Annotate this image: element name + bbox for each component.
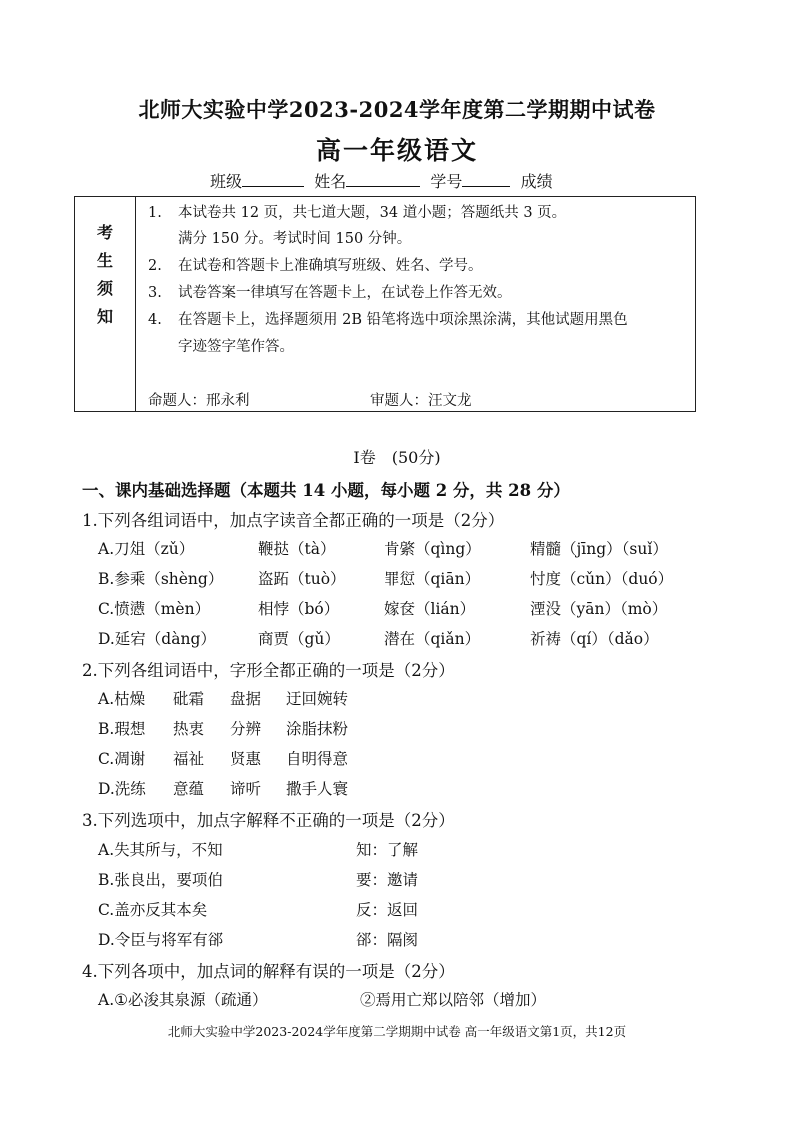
q1-option: 盗跖（tuò） [258, 570, 346, 588]
question-1-stem: 1.下列各组词语中，加点字读音全都正确的一项是（2分） [82, 511, 505, 530]
q1-option: 肯綮（qìng） [384, 540, 481, 558]
q2-option: 分辨 [230, 720, 262, 738]
q1-option: 忖度（cǔn）（duó） [530, 570, 674, 588]
class-field[interactable] [242, 172, 304, 187]
q2-option: 谛听 [230, 780, 262, 798]
q1-option: 潜在（qiǎn） [384, 630, 481, 648]
notice-item: 字迹签字笔作答。 [178, 339, 294, 355]
q2-option: 涂脂抹粉 [286, 720, 349, 738]
q1-option: 精髓（jīng）（suǐ） [530, 540, 668, 558]
q3-option: A.失其所与，不知 [98, 841, 223, 859]
subject-title: 高一年级语文 [315, 136, 478, 165]
q3-explanation: 要：邀请 [356, 871, 419, 889]
school-exam-title: 北师大实验中学2023-2024学年度第二学期期中试卷 [138, 97, 656, 122]
q1-option: 罪愆（qiān） [384, 570, 481, 588]
q1-option: B.参乘（shèng） [98, 570, 224, 588]
notice-item: 2. 在试卷和答题卡上准确填写班级、姓名、学号。 [148, 258, 483, 274]
class-label: 班级 [210, 172, 243, 191]
q2-option: D.洗练 [98, 780, 146, 798]
q1-option: A.刀俎（zǔ） [98, 540, 195, 558]
q3-explanation: 知：了解 [356, 841, 419, 859]
q3-option: D.令臣与将军有郤 [98, 931, 224, 949]
q1-option: 鞭挞（tà） [258, 540, 336, 558]
question-2-stem: 2.下列各组词语中，字形全都正确的一项是（2分） [82, 661, 455, 680]
q2-option: 盘据 [230, 690, 262, 708]
q4-option: A.①必浚其泉源（疏通） [98, 991, 268, 1009]
student-info-line [210, 169, 553, 192]
notice-char: 知 [96, 307, 113, 326]
q1-option: 湮没（yān）（mò） [530, 600, 668, 618]
notice-item: 4. 在答题卡上，选择题须用 2B 铅笔将选中项涂黑涂满，其他试题用黑色 [148, 312, 628, 328]
notice-side-label [74, 196, 136, 412]
q1-option: C.愤懑（mèn） [98, 600, 211, 618]
section-title: Ⅰ卷 (50分) [353, 448, 441, 467]
q2-option: 福祉 [173, 750, 205, 768]
q1-option: 嫁奁（lián） [384, 600, 476, 618]
q2-option: 撒手人寰 [286, 780, 349, 798]
q3-explanation: 郤：隔阂 [356, 931, 419, 949]
q2-option: 自明得意 [286, 750, 349, 768]
q2-option: 热衷 [173, 720, 205, 738]
section-heading: 一、课内基础选择题（本题共 14 小题，每小题 2 分，共 28 分） [82, 481, 570, 500]
q3-explanation: 反：返回 [356, 901, 419, 919]
q3-option: C.盖亦反其本矣 [98, 901, 208, 919]
author-label: 命题人：邢永利 [148, 393, 250, 409]
id-label: 学号 [430, 172, 463, 191]
notice-item: 满分 150 分。考试时间 150 分钟。 [178, 231, 412, 247]
notice-item: 1. 本试卷共 12 页，共七道大题，34 道小题；答题纸共 3 页。 [148, 205, 567, 221]
q2-option: C.凋谢 [98, 750, 146, 768]
page-footer: 北师大实验中学2023-2024学年度第二学期期中试卷 高一年级语文第1页，共12页 [167, 1024, 627, 1039]
q2-option: 砒霜 [173, 690, 205, 708]
q1-option: D.延宕（dàng） [98, 630, 216, 648]
q1-option: 祈祷（qí）（dǎo） [530, 630, 659, 648]
q2-option: B.瑕想 [98, 720, 146, 738]
q2-option: 贤惠 [230, 750, 262, 768]
question-3-stem: 3.下列选项中，加点字解释不正确的一项是（2分） [82, 811, 455, 830]
id-field[interactable] [462, 172, 510, 187]
q4-option: ②焉用亡郑以陪邻（增加） [360, 991, 547, 1009]
question-4-stem: 4.下列各项中，加点词的解释有误的一项是（2分） [82, 962, 455, 981]
score-label: 成绩 [520, 172, 553, 191]
q3-option: B.张良出，要项伯 [98, 871, 223, 889]
notice-char: 生 [96, 251, 113, 270]
name-field[interactable] [346, 172, 420, 187]
reviewer-label: 审题人：汪文龙 [370, 393, 472, 409]
notice-item: 3. 试卷答案一律填写在答题卡上，在试卷上作答无效。 [148, 285, 512, 301]
name-label: 姓名 [314, 172, 347, 191]
notice-char: 须 [96, 279, 113, 298]
q2-option: A.枯燥 [98, 690, 146, 708]
q1-option: 相悖（bó） [258, 600, 340, 618]
q2-option: 意蕴 [173, 780, 205, 798]
q2-option: 迂回婉转 [286, 690, 349, 708]
notice-char: 考 [96, 223, 113, 242]
q1-option: 商贾（gǔ） [258, 630, 340, 648]
